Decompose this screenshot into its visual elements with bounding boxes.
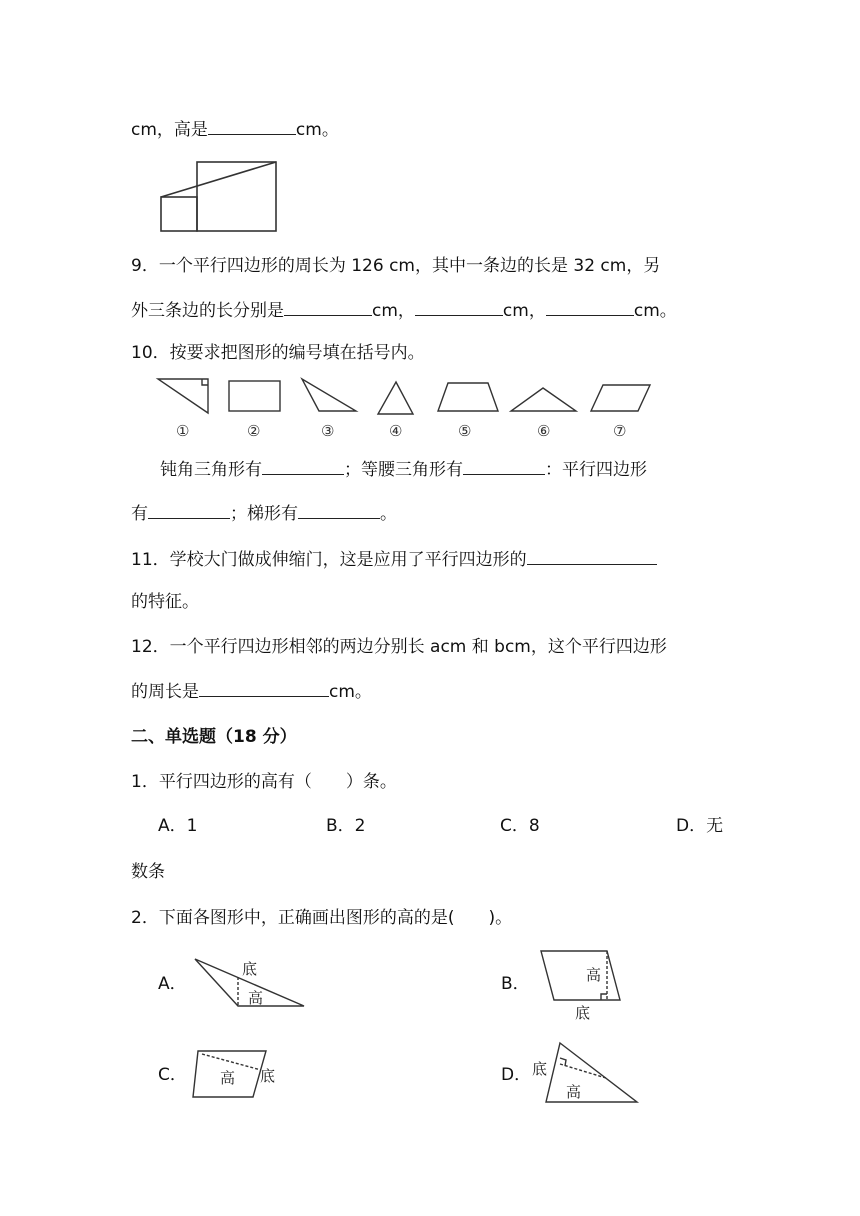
figure-c-base-label: 底 <box>260 1067 276 1085</box>
q11-line-2: 的特征。 <box>131 592 199 612</box>
shape-4-isosceles-triangle <box>378 382 413 414</box>
mc2-figure-a[interactable] <box>192 954 308 1012</box>
q9-line-1: 9．一个平行四边形的周长为 126 cm，其中一条边的长是 32 cm，另 <box>131 256 661 276</box>
q9-unit-3: cm。 <box>633 301 677 321</box>
q9-line-2 <box>131 297 677 323</box>
q8-height-blank[interactable] <box>208 116 296 135</box>
shape-label-1: ① <box>176 422 190 440</box>
mc2-question: 2．下面各图形中，正确画出图形的高的是( )。 <box>131 908 513 928</box>
figure-c-height-label: 高 <box>220 1069 236 1087</box>
mc1-question: 1．平行四边形的高有（ ）条。 <box>131 772 397 792</box>
q9-unit-1: cm， <box>372 301 415 321</box>
figure-c-height-line <box>202 1054 261 1070</box>
q10-trapezoid-blank[interactable] <box>298 500 380 519</box>
figure-a-height-label: 高 <box>248 989 264 1007</box>
q10-title: 10．按要求把图形的编号填在括号内。 <box>131 343 425 363</box>
mc1-option-b[interactable]: B．2 <box>326 816 366 836</box>
shape-label-6: ⑥ <box>537 422 551 440</box>
mc2-option-d[interactable]: D． <box>501 1065 532 1085</box>
shape-5-trapezoid <box>438 383 498 411</box>
mc1-option-d[interactable]: D．无 <box>676 816 724 836</box>
q8-large-rectangle <box>197 162 276 231</box>
q8-figure <box>160 160 280 234</box>
shape-3-obtuse-triangle <box>302 379 356 411</box>
q8-text-a: cm，高是 <box>131 120 208 140</box>
section-2-heading: 二、单选题（18 分） <box>131 727 297 747</box>
figure-d-height-label: 高 <box>566 1083 582 1101</box>
figure-d-base-label: 底 <box>532 1060 548 1078</box>
mc1-option-a[interactable]: A．1 <box>158 816 198 836</box>
figure-b-right-angle-mark <box>601 994 607 1000</box>
q8-small-square <box>161 197 197 231</box>
q10-shapes <box>150 376 660 420</box>
figure-d-triangle <box>546 1043 637 1102</box>
q10-isosceles-label: ；等腰三角形有 <box>344 460 463 480</box>
q10-parallelogram-blank[interactable] <box>148 500 230 519</box>
figure-b-height-label: 高 <box>586 966 602 984</box>
q12-line-2 <box>131 678 372 704</box>
mc1-option-d-wrap: 数条 <box>131 862 165 882</box>
q11-blank[interactable] <box>527 546 657 565</box>
q10-parallelogram-label-2: 有 <box>131 504 148 524</box>
shape-label-2: ② <box>247 422 261 440</box>
q9-unit-2: cm， <box>502 301 546 321</box>
q10-answer-line-1 <box>160 456 647 482</box>
q12-blank[interactable] <box>199 678 329 697</box>
shape-1-right-triangle <box>158 379 208 413</box>
q10-obtuse-blank[interactable] <box>262 456 344 475</box>
q8-text-b: cm。 <box>295 120 339 140</box>
q9-blank-3[interactable] <box>546 297 634 316</box>
shape-6-obtuse-isosceles-triangle <box>511 388 576 411</box>
figure-b-parallelogram <box>541 951 620 1000</box>
mc2-figure-c[interactable] <box>190 1046 280 1102</box>
shape-label-7: ⑦ <box>613 422 627 440</box>
figure-b-base-label: 底 <box>575 1004 591 1022</box>
mc2-option-c[interactable]: C． <box>158 1065 187 1085</box>
shape-label-5: ⑤ <box>458 422 472 440</box>
shape-7-parallelogram <box>591 385 650 411</box>
q8-diagonal <box>161 162 276 197</box>
mc2-figure-b[interactable] <box>538 948 624 1024</box>
q10-parallelogram-label: ：平行四边形 <box>545 460 647 480</box>
shape-2-rectangle <box>229 381 280 411</box>
shape-label-3: ③ <box>321 422 335 440</box>
mc2-option-a[interactable]: A． <box>158 974 187 994</box>
q10-isosceles-blank[interactable] <box>463 456 545 475</box>
shape-1-right-angle-mark <box>202 379 208 385</box>
q9-text: 外三条边的长分别是 <box>131 301 284 321</box>
q9-blank-1[interactable] <box>284 297 372 316</box>
q10-answer-line-2 <box>131 500 397 526</box>
q8-tail-line <box>131 116 339 142</box>
q11-line-1 <box>131 546 657 572</box>
figure-a-base-label: 底 <box>242 960 258 978</box>
shape-label-4: ④ <box>389 422 403 440</box>
q9-blank-2[interactable] <box>415 297 503 316</box>
q11-text: 11．学校大门做成伸缩门，这是应用了平行四边形的 <box>131 550 527 570</box>
mc2-figure-d[interactable] <box>530 1040 642 1106</box>
q10-obtuse-label: 钝角三角形有 <box>160 460 262 480</box>
q12-text: 的周长是 <box>131 682 199 702</box>
q10-trapezoid-label: ；梯形有 <box>230 504 298 524</box>
q10-end: 。 <box>380 504 397 524</box>
mc1-option-c[interactable]: C．8 <box>500 816 540 836</box>
q12-line-1: 12．一个平行四边形相邻的两边分别长 acm 和 bcm，这个平行四边形 <box>131 637 667 657</box>
figure-d-height-line <box>560 1064 606 1078</box>
q12-unit: cm。 <box>329 682 372 702</box>
mc2-option-b[interactable]: B． <box>501 974 530 994</box>
